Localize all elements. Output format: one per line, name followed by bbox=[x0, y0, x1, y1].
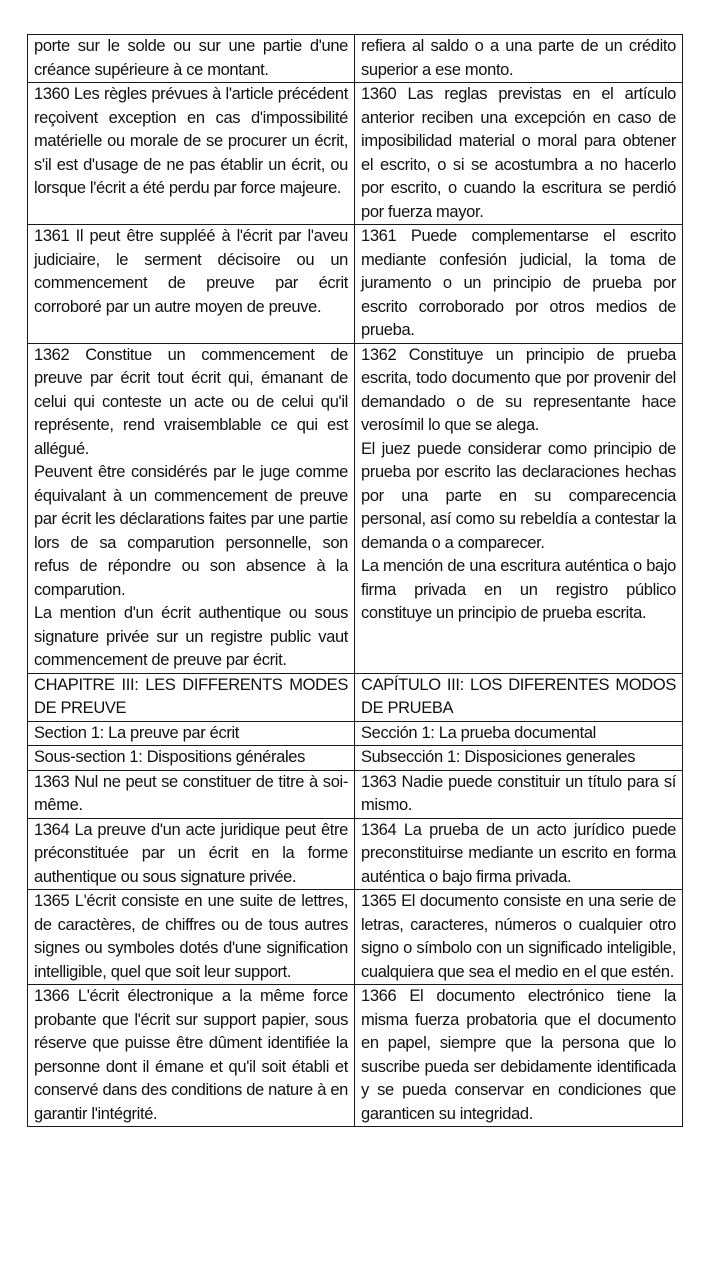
french-cell bbox=[28, 225, 355, 344]
spanish-cell bbox=[355, 818, 683, 890]
spanish-paragraph: 1363 Nadie puede constituir un título para sí mismo. bbox=[361, 772, 676, 814]
spanish-paragraph: El juez puede considerar como principio de prueba por escrito las declaraciones hechas por una parte en su comparecencia personal, así como su rebeldía a contestar la demanda o a comparecer. bbox=[361, 439, 676, 552]
french-paragraph: 1360 Les règles prévues à l'article précédent reçoivent exception en cas d'impossibilité matérielle ou morale de se procurer un écrit, s'il est d'usage de ne pas établir un écrit, ou lorsque l'écrit a été perdu par force majeure. bbox=[34, 85, 348, 197]
spanish-cell bbox=[355, 721, 683, 746]
french-cell bbox=[28, 770, 355, 818]
spanish-paragraph: refiera al saldo o a una parte de un crédito superior a ese monto. bbox=[361, 37, 676, 79]
french-subsection-heading: Sous-section 1: Dispositions générales bbox=[34, 748, 306, 766]
spanish-paragraph: 1364 La prueba de un acto jurídico puede preconstituirse mediante un escrito en forma auténtica o bajo firma privada. bbox=[361, 820, 676, 886]
parallel-translation-table bbox=[27, 34, 683, 1127]
french-cell bbox=[28, 890, 355, 985]
french-cell bbox=[28, 673, 355, 721]
spanish-paragraph: 1362 Constituye un principio de prueba escrita, todo documento que por provenir del demandado o de su representante hace verosímil lo que se alega. bbox=[361, 345, 676, 434]
table-row bbox=[28, 83, 683, 225]
spanish-cell bbox=[355, 35, 683, 83]
french-cell bbox=[28, 343, 355, 673]
french-paragraph: 1363 Nul ne peut se constituer de titre à soi-même. bbox=[34, 772, 348, 814]
table-row bbox=[28, 770, 683, 818]
table-row bbox=[28, 818, 683, 890]
table-row bbox=[28, 343, 683, 673]
french-cell bbox=[28, 746, 355, 771]
spanish-section-heading: Sección 1: La prueba documental bbox=[361, 723, 596, 742]
french-cell bbox=[28, 721, 355, 746]
table-body bbox=[28, 35, 683, 1127]
spanish-cell bbox=[355, 225, 683, 344]
french-section-heading: Section 1: La preuve par écrit bbox=[34, 723, 240, 742]
french-paragraph: porte sur le solde ou sur une partie d'une créance supérieure à ce montant. bbox=[34, 37, 348, 79]
table-row bbox=[28, 673, 683, 721]
french-cell bbox=[28, 818, 355, 890]
spanish-cell bbox=[355, 673, 683, 721]
document-page bbox=[27, 34, 682, 1127]
french-paragraph: 1361 Il peut être suppléé à l'écrit par l'aveu judiciaire, le serment décisoire ou un commencement de preuve par écrit corroboré par un autre moyen de preuve. bbox=[34, 227, 348, 316]
french-cell bbox=[28, 985, 355, 1127]
french-paragraph: Peuvent être considérés par le juge comme équivalant à un commencement de preuve par écrit les déclarations faites par une partie lors de sa comparution personnelle, son refus de répondre ou son absence à la comparution. bbox=[34, 463, 348, 599]
spanish-cell bbox=[355, 890, 683, 985]
french-chapter-heading: CHAPITRE III: LES DIFFERENTS MODES DE PREUVE bbox=[34, 675, 348, 717]
spanish-paragraph: La mención de una escritura auténtica o bajo firma privada en un registro público constituye un principio de prueba escrita. bbox=[361, 557, 676, 622]
table-row bbox=[28, 890, 683, 985]
table-row bbox=[28, 746, 683, 771]
spanish-chapter-heading: CAPÍTULO III: LOS DIFERENTES MODOS DE PRUEBA bbox=[361, 675, 676, 717]
spanish-cell bbox=[355, 985, 683, 1127]
spanish-subsection-heading: Subsección 1: Disposiciones generales bbox=[361, 748, 636, 766]
spanish-cell bbox=[355, 746, 683, 771]
spanish-cell bbox=[355, 343, 683, 673]
french-paragraph: 1362 Constitue un commencement de preuve par écrit tout écrit qui, émanant de celui qui conteste un acte ou de celui qu'il représente, rend vraisemblable ce qui est allégué. bbox=[34, 345, 348, 458]
french-cell bbox=[28, 83, 355, 225]
table-row bbox=[28, 35, 683, 83]
french-cell bbox=[28, 35, 355, 83]
spanish-paragraph: 1360 Las reglas previstas en el artículo anterior reciben una excepción en caso de imposibilidad material o moral para obtener el escrito, o si se acostumbra a no hacerlo por escrito, o cuando la escritura se perdió por fuerza mayor. bbox=[361, 85, 676, 221]
french-paragraph: 1365 L'écrit consiste en une suite de lettres, de caractères, de chiffres ou de tous autres signes ou symboles dotés d'une signification intelligible, quel que soit leur support. bbox=[34, 892, 348, 981]
french-paragraph: 1366 L'écrit électronique a la même force probante que l'écrit sur support papier, sous réserve que puisse être dûment identifiée la personne dont il émane et qu'il soit établi et conservé dans des conditions de nature à en garantir l'intégrité. bbox=[34, 987, 348, 1123]
spanish-cell bbox=[355, 770, 683, 818]
table-row bbox=[28, 985, 683, 1127]
french-paragraph: La mention d'un écrit authentique ou sous signature privée sur un registre public vaut commencement de preuve par écrit. bbox=[34, 604, 348, 669]
table-row bbox=[28, 225, 683, 344]
spanish-paragraph: 1365 El documento consiste en una serie de letras, caracteres, números o cualquier otro signo o símbolo con un significado inteligible, cualquiera que sea el medio en el que estén. bbox=[361, 892, 676, 981]
french-paragraph: 1364 La preuve d'un acte juridique peut être préconstituée par un écrit en la forme authentique ou sous signature privée. bbox=[34, 820, 348, 886]
spanish-cell bbox=[355, 83, 683, 225]
spanish-paragraph: 1361 Puede complementarse el escrito mediante confesión judicial, la toma de juramento o un principio de prueba por escrito corroborado por otros medios de prueba. bbox=[361, 227, 676, 339]
spanish-paragraph: 1366 El documento electrónico tiene la misma fuerza probatoria que el documento en papel, siempre que la persona que lo suscribe pueda ser debidamente identificada y se pueda conservar en condiciones que garanticen su integridad. bbox=[361, 987, 676, 1123]
table-row bbox=[28, 721, 683, 746]
